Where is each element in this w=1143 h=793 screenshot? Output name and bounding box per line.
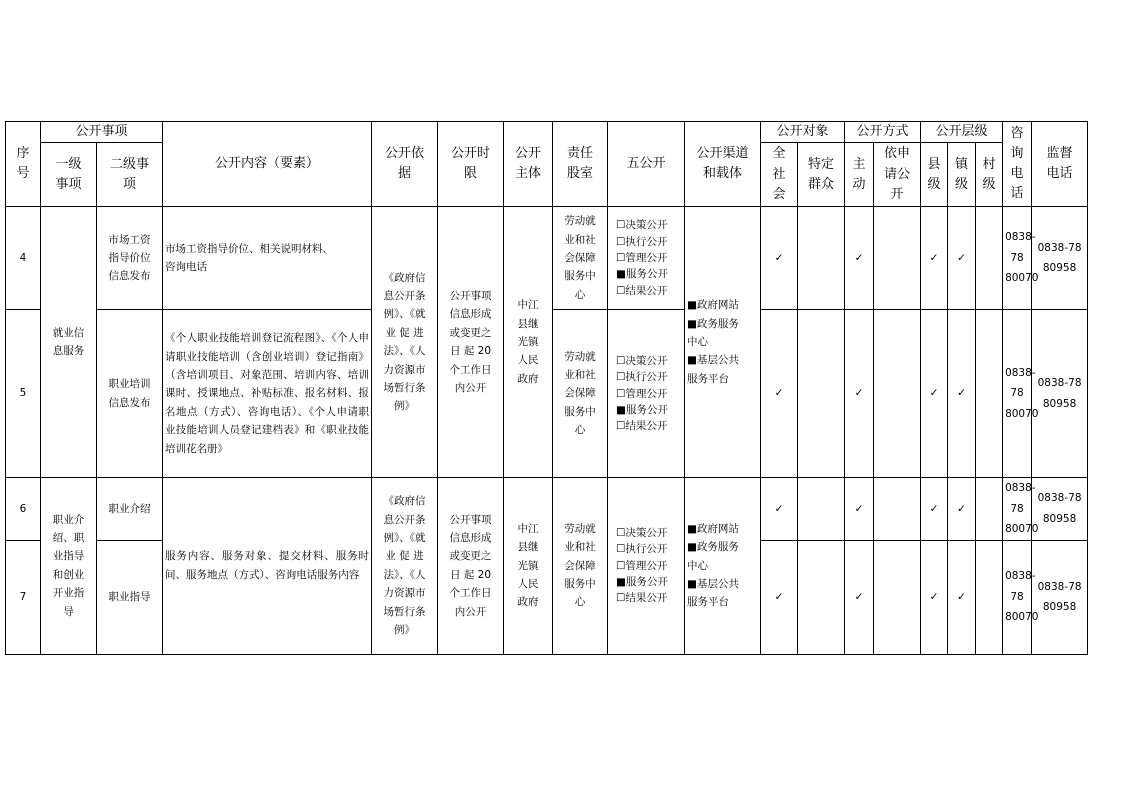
table-row [6,310,1143,478]
check-county: ✓ [921,310,948,478]
header-level-town: 镇 级 [948,143,976,207]
header-subject: 公开 主体 [504,122,553,207]
check-all-society: ✓ [761,310,798,478]
supervise-phone: 0838-78 80958 [1032,310,1088,478]
check-town: ✓ [948,207,976,310]
check-county: ✓ [921,540,948,654]
level1-item: 职业介 绍、职 业指导 和创业 开业指 导 [41,478,97,654]
check-all-society: ✓ [761,540,798,654]
row-seq: 5 [6,310,41,478]
header-level1: 一级 事项 [41,143,97,207]
check-town: ✓ [948,478,976,540]
supervise-phone: 0838-78 80958 [1032,478,1088,540]
check-active: ✓ [845,207,874,310]
header-dept: 责任 股室 [553,122,608,207]
consult-phone: 0838-78 80070 [1003,207,1032,310]
consult-phone: 0838-78 80070 [1003,310,1032,478]
header-supervise-phone: 监督 电话 [1032,122,1088,207]
content-cell: 服务内容、服务对象、提交材料、服务时间、服务地点（方式）、咨询电话服务内容 [163,478,372,654]
check-apply [874,207,921,310]
header-five-disclosures: 五公开 [608,122,685,207]
header-level2: 二级事 项 [97,143,163,207]
check-village [976,310,1003,478]
header-method-apply: 依申 请公 开 [874,143,921,207]
check-village [976,207,1003,310]
check-town: ✓ [948,540,976,654]
header-level-village: 村 级 [976,143,1003,207]
check-specific [798,207,845,310]
check-village [976,478,1003,540]
content-cell: 市场工资指导价位、相关说明材料、 咨询电话 [163,207,372,310]
check-specific [798,310,845,478]
basis-cell: 《政府信 息公开条 例》、《就 业 促 进 法》、《人 力资源市 场暂行条 例》 [372,207,438,478]
check-active: ✓ [845,478,874,540]
level2-item: 职业培训 信息发布 [97,310,163,478]
supervise-phone: 0838-78 80958 [1032,540,1088,654]
header-method-active: 主 动 [845,143,874,207]
check-all-society: ✓ [761,478,798,540]
check-specific [798,478,845,540]
check-town: ✓ [948,310,976,478]
dept-cell: 劳动就 业和社 会保障 服务中 心 [553,310,608,478]
check-county: ✓ [921,207,948,310]
header-level-county: 县 级 [921,143,948,207]
check-county: ✓ [921,478,948,540]
check-apply [874,540,921,654]
header-time-limit: 公开时 限 [438,122,504,207]
check-apply [874,310,921,478]
table-row [6,207,1143,310]
channel-cell: ■政府网站 ■政务服务 中心 ■基层公共 服务平台 [685,207,761,478]
header-disclosure-items: 公开事项 [41,122,163,143]
basis-cell: 《政府信 息公开条 例》、《就 业 促 进 法》、《人 力资源市 场暂行条 例》 [372,478,438,654]
header-channel: 公开渠道 和载体 [685,122,761,207]
time-limit-cell: 公开事项 信息形成 或变更之 日 起 20 个工作日 内公开 [438,478,504,654]
check-apply [874,478,921,540]
subject-cell: 中江 县继 光镇 人民 政府 [504,207,553,478]
dept-cell: 劳动就 业和社 会保障 服务中 心 [553,478,608,654]
header-target: 公开对象 [761,122,845,143]
supervise-phone: 0838-78 80958 [1032,207,1088,310]
header-method: 公开方式 [845,122,921,143]
check-specific [798,540,845,654]
row-seq: 7 [6,540,41,654]
content-cell: 《个人职业技能培训登记流程图》、《个人申请职业技能培训（含创业培训）登记指南》（含培训项目、对象范围、培训内容、培训课时、授课地点、补贴标准、报名材料、报名地点（方式）、咨询电话）、《个人申请职业技能培训人员登记建档表》和《职业技能培训花名册》 [163,310,372,478]
check-all-society: ✓ [761,207,798,310]
header-consult-phone: 咨询 电话 [1003,122,1032,207]
level1-item: 就业信 息服务 [41,207,97,478]
consult-phone: 0838-78 80070 [1003,478,1032,540]
level2-item: 职业指导 [97,540,163,654]
row-seq: 4 [6,207,41,310]
check-active: ✓ [845,540,874,654]
header-content: 公开内容（要素） [163,122,372,207]
header-target-all: 全 社 会 [761,143,798,207]
consult-phone: 0838-78 80070 [1003,540,1032,654]
check-village [976,540,1003,654]
header-target-specific: 特定 群众 [798,143,845,207]
five-disclosure-cell: ☐决策公开 ☐执行公开 ☐管理公开 ■服务公开 ☐结果公开 [608,207,685,310]
header-level: 公开层级 [921,122,1003,143]
header-basis: 公开依 据 [372,122,438,207]
subject-cell: 中江 县继 光镇 人民 政府 [504,478,553,654]
level2-item: 职业介绍 [97,478,163,540]
five-disclosure-cell: ☐决策公开 ☐执行公开 ☐管理公开 ■服务公开 ☐结果公开 [608,310,685,478]
five-disclosure-cell: ☐决策公开 ☐执行公开 ☐管理公开 ■服务公开 ☐结果公开 [608,478,685,654]
table-row [6,478,1143,540]
dept-cell: 劳动就 业和社 会保障 服务中 心 [553,207,608,310]
time-limit-cell: 公开事项 信息形成 或变更之 日 起 20 个工作日 内公开 [438,207,504,478]
row-seq: 6 [6,478,41,540]
disclosure-table [5,121,1143,655]
check-active: ✓ [845,310,874,478]
level2-item: 市场工资 指导价位 信息发布 [97,207,163,310]
channel-cell: ■政府网站 ■政务服务 中心 ■基层公共 服务平台 [685,478,761,654]
header-seq: 序 号 [6,122,41,207]
